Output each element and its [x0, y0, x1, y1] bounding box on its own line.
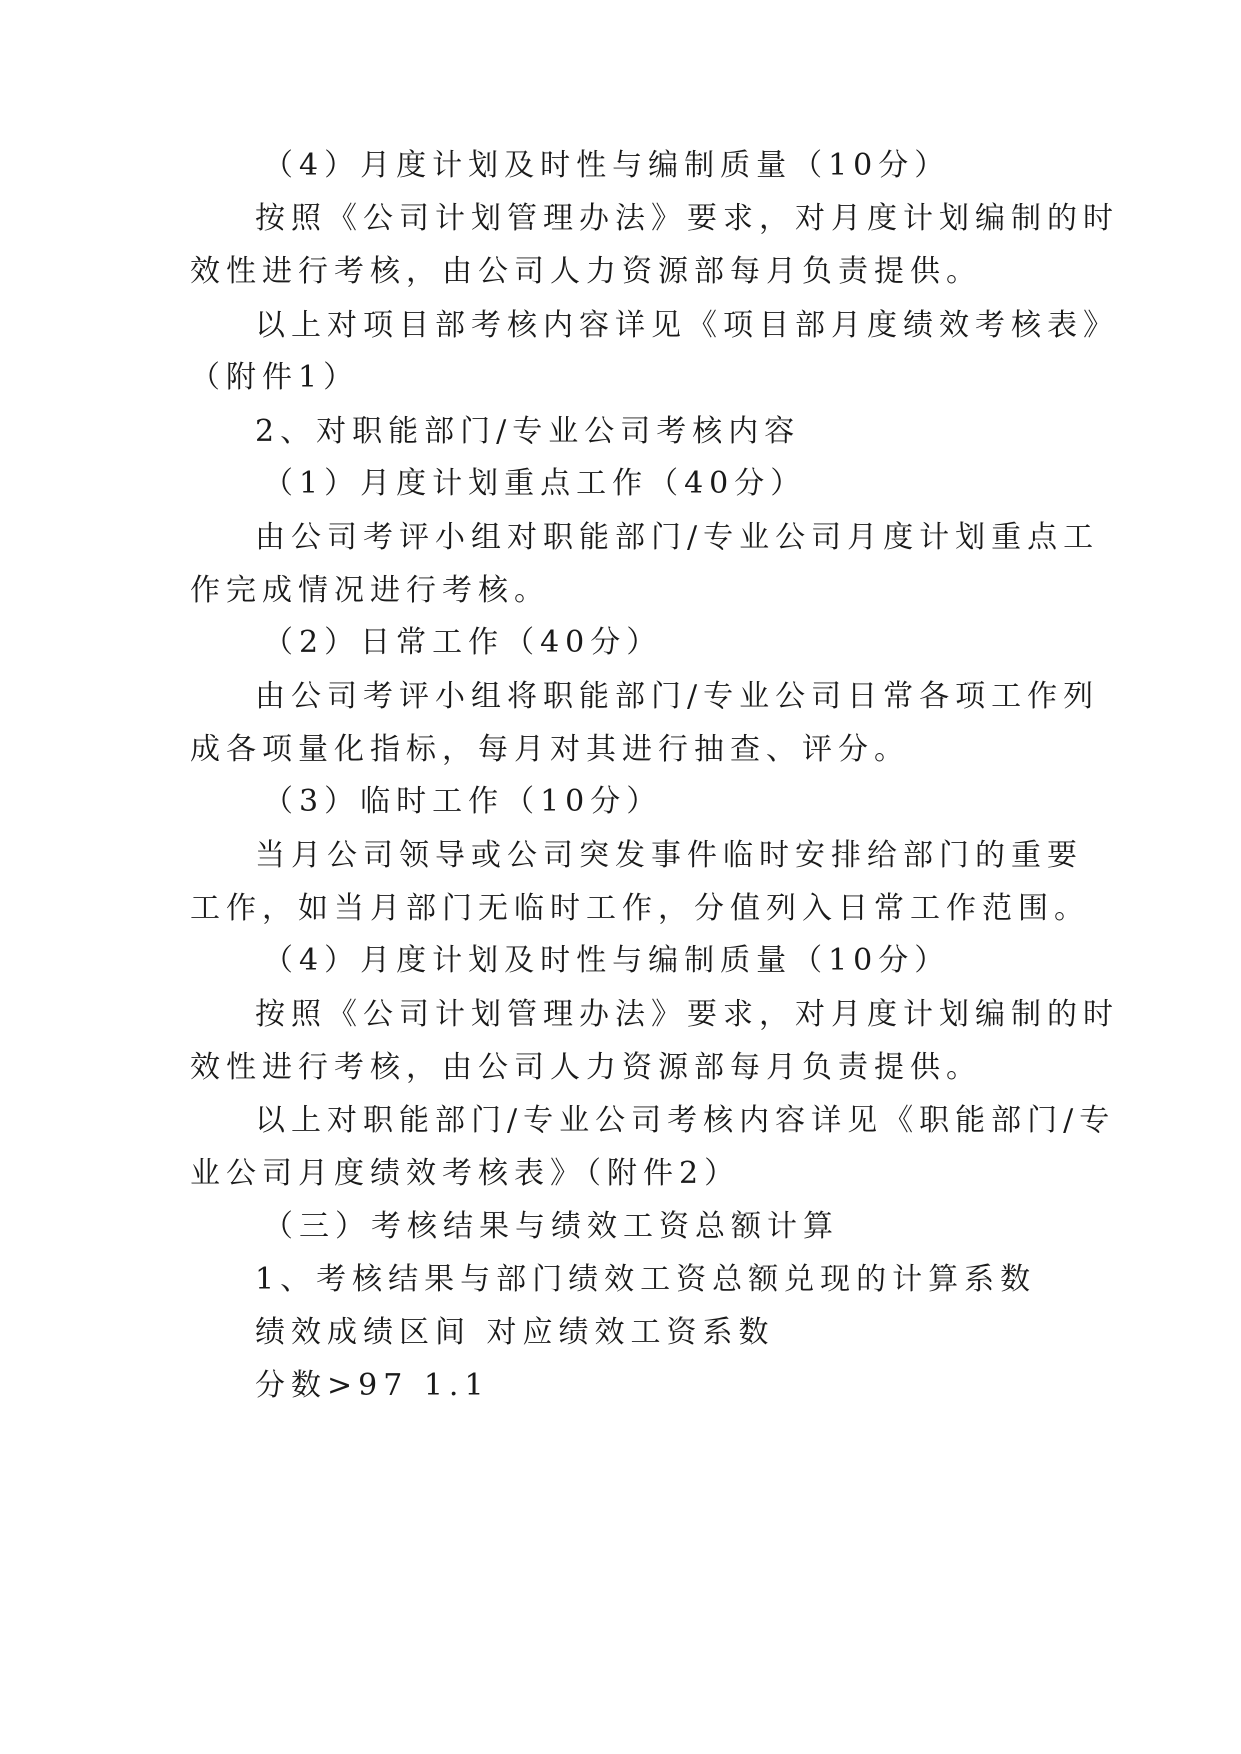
para-text: 工作，如当月部门无临时工作，分值列入日常工作范围。 — [190, 891, 1090, 926]
para-text: 当月公司领导或公司突发事件临时安排给部门的重要 — [255, 838, 1083, 873]
para-text: （附件1） — [190, 360, 360, 395]
para-text: 效性进行考核，由公司人力资源部每月负责提供。 — [190, 1050, 982, 1085]
para-text: 以上对项目部考核内容详见《项目部月度绩效考核表》 — [255, 308, 1119, 343]
para-text: 作完成情况进行考核。 — [190, 573, 550, 608]
para-text: 业公司月度绩效考核表》（附件2） — [190, 1156, 741, 1191]
section-heading-3: （三）考核结果与绩效工资总额计算 — [263, 1209, 839, 1244]
para-text: 1、考核结果与部门绩效工资总额兑现的计算系数 — [255, 1262, 1037, 1297]
para-heading-4-monthly-plan: （4）月度计划及时性与编制质量（10分） — [263, 148, 951, 183]
para-text: 按照《公司计划管理办法》要求，对月度计划编制的时 — [255, 201, 1119, 236]
para-heading-4-monthly-plan: （4）月度计划及时性与编制质量（10分） — [263, 943, 951, 978]
para-text: 由公司考评小组将职能部门/专业公司日常各项工作列 — [255, 679, 1100, 714]
para-text: 由公司考评小组对职能部门/专业公司月度计划重点工 — [255, 520, 1100, 555]
para-text: 按照《公司计划管理办法》要求，对月度计划编制的时 — [255, 997, 1119, 1032]
section-heading-2: 2、对职能部门/专业公司考核内容 — [255, 414, 801, 449]
table-header-row: 绩效成绩区间 对应绩效工资系数 — [255, 1315, 775, 1350]
para-text: 效性进行考核，由公司人力资源部每月负责提供。 — [190, 254, 982, 289]
para-heading-2-daily-work: （2）日常工作（40分） — [263, 625, 663, 660]
para-heading-1-key-work: （1）月度计划重点工作（40分） — [263, 466, 807, 501]
table-row: 分数>97 1.1 — [255, 1368, 490, 1403]
para-heading-3-temp-work: （3）临时工作（10分） — [263, 784, 663, 819]
para-text: 成各项量化指标，每月对其进行抽查、评分。 — [190, 732, 910, 767]
para-text: 以上对职能部门/专业公司考核内容详见《职能部门/专 — [255, 1103, 1116, 1138]
